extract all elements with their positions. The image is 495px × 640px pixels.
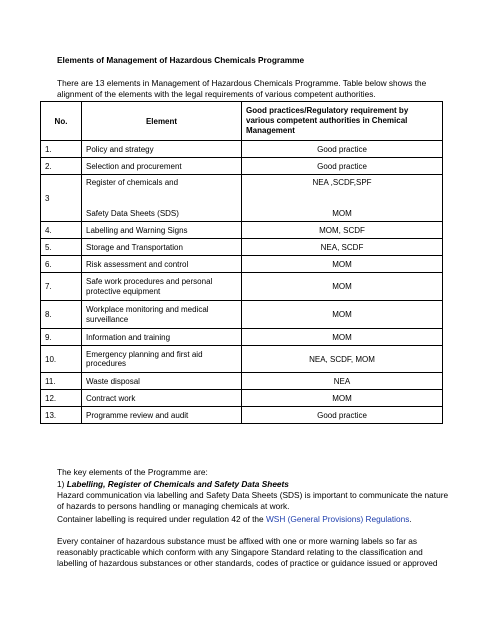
table-row [41,273,443,301]
row-element: Information and training [82,329,242,346]
row-no: 1. [41,141,82,158]
row-element: Risk assessment and control [82,256,242,273]
container-text: Container labelling is required under regulation 42 of the [57,514,266,524]
row-element: Labelling and Warning Signs [82,222,242,239]
wsh-regulations-link[interactable]: WSH (General Provisions) Regulations [265,514,410,524]
row-element: Programme review and audit [82,407,242,424]
table-header-row [41,102,443,141]
row-good: MOM [242,273,443,301]
table-row [41,222,443,239]
elements-table [40,101,443,424]
row-element-line: Safety Data Sheets (SDS) [86,209,179,218]
row-no: 9. [41,329,82,346]
row-good: Good practice [242,407,443,424]
row-element: Contract work [82,390,242,407]
row-no: 10. [41,346,82,373]
row-good-cell [242,175,443,222]
table-row [41,256,443,273]
row-good-line: NEA ,SCDF,SPF [312,178,372,187]
row-no: 2. [41,158,82,175]
table-row [41,175,443,222]
table-row [41,390,443,407]
row-element: Safe work procedures and personal protective equipment [82,273,242,301]
row-good-line: MOM [332,209,352,218]
header-no: No. [41,102,82,141]
row-good: MOM, SCDF [242,222,443,239]
row-no: 5. [41,239,82,256]
row-no: 13. [41,407,82,424]
row-good: MOM [242,256,443,273]
row-element: Workplace monitoring and medical surveillance [82,301,242,329]
table-row [41,407,443,424]
row-element-cell [82,175,242,222]
row-good: Good practice [242,141,443,158]
section-heading-text: Labelling, Register of Chemicals and Safety Data Sheets [66,479,289,489]
row-element: Waste disposal [82,373,242,390]
row-element: Selection and procurement [82,158,242,175]
row-good: MOM [242,390,443,407]
container-text-end: . [409,514,412,524]
table-row [41,373,443,390]
container-labelling-paragraph [57,514,452,525]
section-1-heading [57,479,452,490]
row-no: 7. [41,273,82,301]
table-row [41,141,443,158]
table-row [41,346,443,373]
row-no: 6. [41,256,82,273]
row-no: 12. [41,390,82,407]
row-element: Emergency planning and first aid procedures [82,346,242,373]
row-no: 11. [41,373,82,390]
row-good: MOM [242,301,443,329]
table-row [41,239,443,256]
table-row [41,158,443,175]
row-element-line: Register of chemicals and [86,178,179,187]
section-1-paragraph: Hazard communication via labelling and Safety Data Sheets (SDS) is important to communicate the nature of hazards to persons handling or managing chemicals at work. [57,490,449,511]
intro-paragraph: There are 13 elements in Management of Hazardous Chemicals Programme. Table below shows the alignment of the elements with the legal requirements of various competent authorities. [57,78,427,99]
every-container-paragraph: Every container of hazardous substance must be affixed with one or more warning labels so far as reasonably practicable which conform with any Singapore Standard relating to the classification and labelling of hazardous substances or other standards, codes of practice or guidance issued or approved [57,536,438,568]
row-good: Good practice [242,158,443,175]
row-no: 8. [41,301,82,329]
row-good: NEA, SCDF, MOM [242,346,443,373]
header-good-practices: Good practices/Regulatory requirement by various competent authorities in Chemical Management [242,102,443,141]
table-row [41,301,443,329]
table-row [41,329,443,346]
header-element: Element [82,102,242,141]
row-good: NEA [242,373,443,390]
row-element: Storage and Transportation [82,239,242,256]
row-no: 4. [41,222,82,239]
row-no: 3 [41,175,82,222]
row-good: MOM [242,329,443,346]
section-1 [57,479,452,512]
row-element: Policy and strategy [82,141,242,158]
document-title: Elements of Management of Hazardous Chemicals Programme [57,55,305,65]
key-elements-text: The key elements of the Programme are: [57,467,208,477]
section-number: 1) [57,479,67,489]
row-good: NEA, SCDF [242,239,443,256]
